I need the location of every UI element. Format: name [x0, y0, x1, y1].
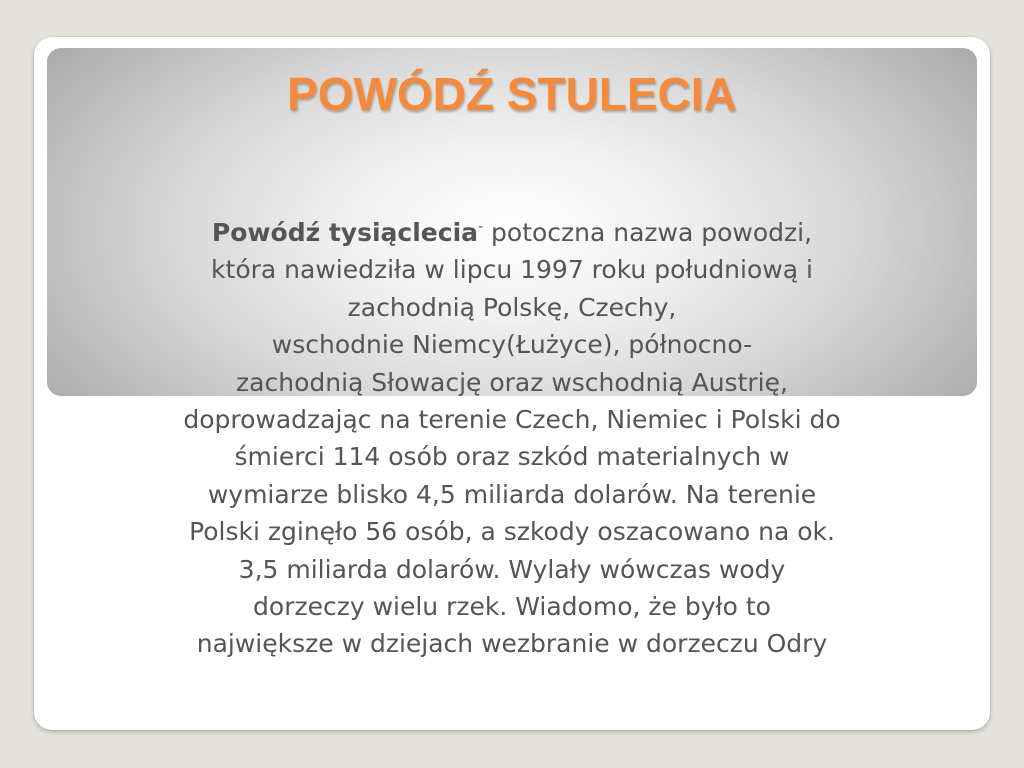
body-line-10: 3,5 miliarda dolarów. Wylały wówczas wody	[238, 554, 786, 584]
body-line-3: zachodnią Polskę, Czechy,	[347, 292, 677, 322]
body-line-12: największe w dziejach wezbranie w dorzeczu Odry	[196, 629, 828, 659]
body-line-6: doprowadzając na terenie Czech, Niemiec i Polski do	[183, 405, 841, 435]
term-dash: -	[478, 219, 484, 235]
body-line-7: śmierci 114 osób oraz szkód materialnych w	[234, 442, 790, 472]
body-line-1: potoczna nazwa powodzi,	[483, 218, 813, 247]
body-line-8: wymiarze blisko 4,5 miliarda dolarów. Na terenie	[207, 479, 817, 509]
body-line-5: zachodnią Słowację oraz wschodnią Austrię,	[236, 367, 788, 397]
slide-title: POWÓDŹ STULECIA	[287, 68, 737, 120]
term-highlight: Powódź tysiąclecia	[211, 218, 479, 247]
body-line-11: dorzeczy wielu rzek. Wiadomo, że było to	[253, 592, 771, 622]
slide-body-text	[82, 214, 942, 663]
body-line-2: która nawiedziła w lipcu 1997 roku południową i	[211, 255, 813, 285]
body-line-9: Polski zginęło 56 osób, a szkody oszacowano na ok.	[189, 517, 835, 547]
body-line-4: wschodnie Niemcy(Łużyce), północno-	[271, 330, 753, 360]
